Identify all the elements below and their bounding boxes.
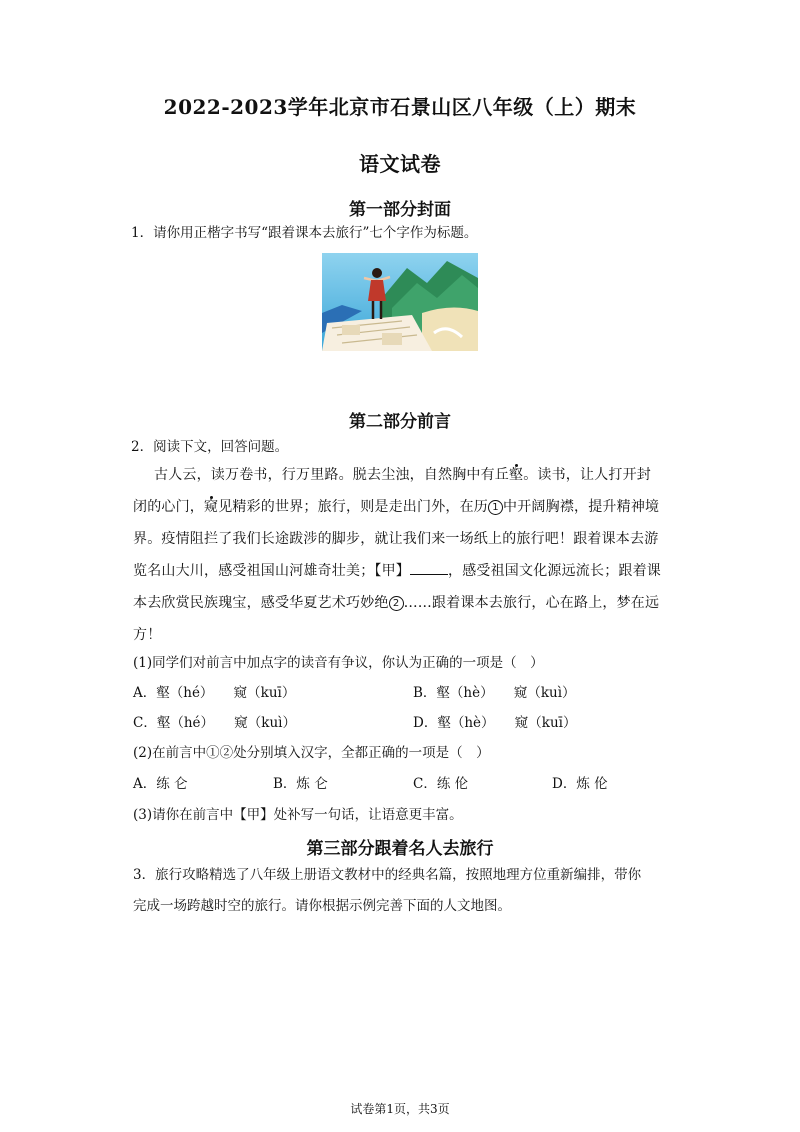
part1-heading: 第一部分封面 [349,200,451,220]
page-footer: 试卷第1页，共3页 [350,1102,450,1116]
part2-heading: 第二部分前言 [349,412,451,432]
preface-line-5 [133,592,659,612]
preface-text: 览名山大川，感受祖国山河雄奇壮美；【甲】 [133,563,410,579]
preface-line-2 [133,496,659,516]
travel-illustration [322,253,478,351]
option-2b[interactable]: B．炼 仑 [273,776,328,792]
blank-marker-1: 1 [488,500,503,515]
preface-text: ……跟着课本去旅行，心在路上，梦在远 [403,595,660,611]
option-1c[interactable]: C．壑（hé） 窥（kuì） [133,715,296,731]
option-1a[interactable]: A．壑（hé） 窥（kuī） [133,685,296,701]
option-2c[interactable]: C．练 伦 [413,776,469,792]
preface-text: 闭的心门， [133,499,204,515]
sub-question-3: (3)请你在前言中【甲】处补写一句话，让语意更丰富。 [133,807,463,823]
blank-marker-2: 2 [389,596,404,611]
exam-title: 2022-2023学年北京市石景山区八年级（上）期末 [163,95,637,119]
option-2d[interactable]: D．炼 伦 [552,776,608,792]
preface-line-4 [133,560,661,580]
question-3-line-1: 3．旅行攻略精选了八年级上册语文教材中的经典名篇，按照地理方位重新编排，带你 [133,867,642,883]
part3-heading: 第三部分跟着名人去旅行 [306,839,494,859]
dotted-char-he: 壑 [509,467,524,483]
question-2: 2．阅读下文，回答问题。 [131,439,289,455]
illustration-svg [322,253,478,351]
preface-line-6: 方！ [133,627,162,643]
question-1: 1．请你用正楷字书写“跟着课本去旅行”七个字作为标题。 [131,225,478,241]
preface-text: 本去欣赏民族瑰宝，感受华夏艺术巧妙绝 [133,595,389,611]
preface-text: 古人云，读万卷书，行万里路。脱去尘浊，自然胸中有丘 [154,467,509,483]
exam-subtitle: 语文试卷 [359,152,441,176]
question-3-line-2: 完成一场跨越时空的旅行。请你根据示例完善下面的人文地图。 [133,898,511,914]
preface-text: ，感受祖国文化源远流长；跟着课 [448,563,661,579]
sub-question-2: (2)在前言中①②处分别填入汉字，全都正确的一项是（ ） [133,745,490,761]
sub-question-1: (1)同学们对前言中加点字的读音有争议，你认为正确的一项是（ ） [133,655,544,671]
preface-text: 。读书，让人打开封 [523,467,652,483]
dotted-char-kui: 窥 [204,499,219,515]
answer-blank-jia[interactable] [410,562,448,575]
option-1b[interactable]: B．壑（hè） 窥（kuì） [413,685,576,701]
preface-text: 中开阔胸襟，提升精神境 [503,499,660,515]
option-2a[interactable]: A．练 仑 [133,776,188,792]
preface-text: 见精彩的世界；旅行，则是走出门外，在历 [218,499,489,515]
preface-line-1 [154,464,651,484]
preface-line-3: 界。疫情阻拦了我们长途跋涉的脚步，就让我们来一场纸上的旅行吧！跟着课本去游 [133,531,659,547]
option-1d[interactable]: D．壑（hè） 窥（kuī） [413,715,577,731]
